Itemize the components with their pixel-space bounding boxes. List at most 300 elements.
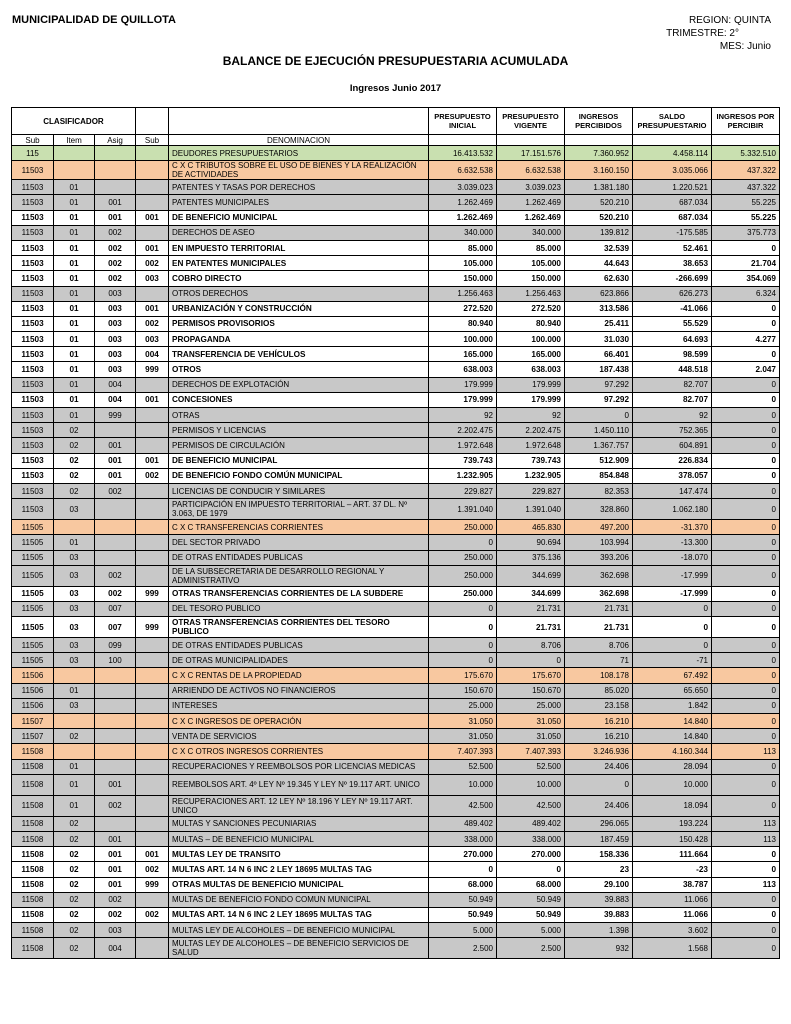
denominacion-cell: LICENCIAS DE CONDUCIR Y SIMILARES <box>169 483 429 498</box>
item-cell: 02 <box>54 438 95 453</box>
item-cell: 02 <box>54 453 95 468</box>
item-cell: 01 <box>54 210 95 225</box>
denominacion-cell: EN IMPUESTO TERRITORIAL <box>169 240 429 255</box>
saldo-presupuestario-cell: 4.160.344 <box>633 744 712 759</box>
sub-cell: 11508 <box>12 877 54 892</box>
table-row <box>12 210 780 225</box>
denominacion-cell: C X C TRIBUTOS SOBRE EL USO DE BIENES Y LA REALIZACIÓN DE ACTIVIDADES <box>169 161 429 180</box>
presupuesto-inicial-cell: 1.232.905 <box>429 468 497 483</box>
sub2-cell <box>136 520 169 535</box>
presupuesto-vigente-cell: 17.151.576 <box>497 146 565 161</box>
presupuesto-inicial-cell: 100.000 <box>429 332 497 347</box>
table-row <box>12 408 780 423</box>
presupuesto-inicial-cell: 68.000 <box>429 877 497 892</box>
sub-cell: 11507 <box>12 714 54 729</box>
item-cell: 02 <box>54 468 95 483</box>
ingresos-por-percibir-cell: 0 <box>712 638 780 653</box>
denominacion-cell: PATENTES MUNICIPALES <box>169 195 429 210</box>
sub2-cell <box>136 938 169 959</box>
denominacion-cell: PARTICIPACIÓN EN IMPUESTO TERRITORIAL – ART. 37 DL. Nº 3.063, DE 1979 <box>169 499 429 520</box>
sub-cell: 11508 <box>12 847 54 862</box>
sub-cell: 11503 <box>12 483 54 498</box>
sub2-cell <box>136 408 169 423</box>
table-row <box>12 377 780 392</box>
denominacion-cell: OTRAS TRANSFERENCIAS CORRIENTES DEL TESORO PUBLICO <box>169 617 429 638</box>
period-info <box>666 14 771 53</box>
ingresos-percibidos-cell: 497.200 <box>565 520 633 535</box>
denominacion-cell: MULTAS ART. 14 N 6 INC 2 LEY 18695 MULTAS TAG <box>169 907 429 922</box>
ingresos-percibidos-cell: 39.883 <box>565 907 633 922</box>
table-row <box>12 225 780 240</box>
item-cell: 02 <box>54 923 95 938</box>
sub-cell: 11503 <box>12 362 54 377</box>
table-row <box>12 453 780 468</box>
table-row <box>12 271 780 286</box>
asig-cell: 002 <box>95 225 136 240</box>
ingresos-percibidos-cell: 103.994 <box>565 535 633 550</box>
presupuesto-inicial-cell: 250.000 <box>429 586 497 601</box>
asig-cell: 001 <box>95 831 136 846</box>
asig-cell: 003 <box>95 332 136 347</box>
sub2-cell <box>136 180 169 195</box>
denominacion-cell: OTRAS MULTAS DE BENEFICIO MUNICIPAL <box>169 877 429 892</box>
sub-cell: 11503 <box>12 408 54 423</box>
sub2-cell <box>136 483 169 498</box>
ingresos-percibidos-cell: 362.698 <box>565 586 633 601</box>
sub-cell: 11503 <box>12 225 54 240</box>
presupuesto-vigente-cell: 21.731 <box>497 617 565 638</box>
asig-cell: 002 <box>95 565 136 586</box>
ingresos-percibidos-cell: 25.411 <box>565 316 633 331</box>
sub-cell: 11503 <box>12 161 54 180</box>
blank-cell <box>565 135 633 146</box>
ingresos-por-percibir-cell: 0 <box>712 453 780 468</box>
saldo-presupuestario-cell: 38.653 <box>633 256 712 271</box>
sub-cell: 11503 <box>12 210 54 225</box>
presupuesto-vigente-cell: 31.050 <box>497 729 565 744</box>
saldo-presupuestario-cell: 687.034 <box>633 210 712 225</box>
denominacion-cell: DE OTRAS MUNICIPALIDADES <box>169 653 429 668</box>
presupuesto-inicial-cell: 0 <box>429 862 497 877</box>
ingresos-por-percibir-cell: 0 <box>712 408 780 423</box>
table-row <box>12 892 780 907</box>
presupuesto-inicial-cell: 42.500 <box>429 795 497 816</box>
trimestre-label: TRIMESTRE: 2° <box>666 28 739 39</box>
presupuesto-vigente-cell: 1.391.040 <box>497 499 565 520</box>
presupuesto-vigente-cell: 638.003 <box>497 362 565 377</box>
denominacion-cell: DE BENEFICIO MUNICIPAL <box>169 453 429 468</box>
ingresos-por-percibir-cell: 0 <box>712 653 780 668</box>
denominacion-cell: DERECHOS DE ASEO <box>169 225 429 240</box>
saldo-presupuestario-cell: 1.842 <box>633 698 712 713</box>
denominacion-cell: DERECHOS DE EXPLOTACIÓN <box>169 377 429 392</box>
sub2-cell <box>136 423 169 438</box>
ingresos-percibidos-cell: 16.210 <box>565 729 633 744</box>
sub-cell: 11503 <box>12 499 54 520</box>
saldo-presupuestario-cell: 82.707 <box>633 392 712 407</box>
ingresos-por-percibir-cell: 0 <box>712 795 780 816</box>
sub-cell: 11508 <box>12 831 54 846</box>
presupuesto-inicial-cell: 1.262.469 <box>429 210 497 225</box>
saldo-presupuestario-cell: -266.699 <box>633 271 712 286</box>
item-cell: 03 <box>54 565 95 586</box>
denominacion-cell: DE LA SUBSECRETARIA DE DESARROLLO REGIONAL Y ADMINISTRATIVO <box>169 565 429 586</box>
presupuesto-vigente-cell: 344.699 <box>497 565 565 586</box>
denominacion-cell: REEMBOLSOS ART. 4º LEY Nº 19.345 Y LEY Nº 19.117 ART. UNICO <box>169 774 429 795</box>
item-cell: 01 <box>54 256 95 271</box>
presupuesto-inicial-cell: 638.003 <box>429 362 497 377</box>
item-header: Item <box>54 135 95 146</box>
ingresos-percibidos-cell: 24.406 <box>565 759 633 774</box>
saldo-presupuestario-cell: 752.365 <box>633 423 712 438</box>
presupuesto-inicial-cell: 250.000 <box>429 520 497 535</box>
denominacion-header: DENOMINACION <box>169 135 429 146</box>
ingresos-por-percibir-cell: 0 <box>712 550 780 565</box>
sub-cell: 11508 <box>12 907 54 922</box>
sub-cell: 11505 <box>12 565 54 586</box>
ingresos-por-percibir-cell: 437.322 <box>712 161 780 180</box>
sub-cell: 11506 <box>12 668 54 683</box>
item-cell: 01 <box>54 301 95 316</box>
ingresos-por-percibir-cell: 0 <box>712 862 780 877</box>
presupuesto-inicial-cell: 92 <box>429 408 497 423</box>
ingresos-percibidos-cell: 187.459 <box>565 831 633 846</box>
asig-cell <box>95 714 136 729</box>
ingresos-por-percibir-cell: 0 <box>712 240 780 255</box>
denominacion-cell: VENTA DE SERVICIOS <box>169 729 429 744</box>
ingresos-por-percibir-cell: 0 <box>712 520 780 535</box>
sub2-cell <box>136 892 169 907</box>
ingresos-por-percibir-cell: 113 <box>712 816 780 831</box>
sub2-cell: 999 <box>136 586 169 601</box>
denominacion-cell: DEL SECTOR PRIVADO <box>169 535 429 550</box>
ingresos-percibidos-cell: 16.210 <box>565 714 633 729</box>
presupuesto-vigente-cell: 10.000 <box>497 774 565 795</box>
sub2-cell <box>136 795 169 816</box>
sub2-cell: 002 <box>136 907 169 922</box>
denominacion-cell: MULTAS ART. 14 N 6 INC 2 LEY 18695 MULTAS TAG <box>169 862 429 877</box>
item-cell: 03 <box>54 550 95 565</box>
ingresos-percibidos-cell: 44.643 <box>565 256 633 271</box>
denominacion-cell: PROPAGANDA <box>169 332 429 347</box>
table-row <box>12 816 780 831</box>
ingresos-por-percibir-cell: 0 <box>712 301 780 316</box>
sub2-cell <box>136 774 169 795</box>
ingresos-percibidos-cell: 71 <box>565 653 633 668</box>
ingresos-percibidos-cell: 23.158 <box>565 698 633 713</box>
item-cell: 01 <box>54 347 95 362</box>
blank-cell <box>633 135 712 146</box>
ingresos-percibidos-cell: 32.539 <box>565 240 633 255</box>
asig-cell <box>95 161 136 180</box>
asig-cell: 004 <box>95 938 136 959</box>
ingresos-percibidos-cell: 8.706 <box>565 638 633 653</box>
table-row <box>12 180 780 195</box>
saldo-presupuestario-cell: 64.693 <box>633 332 712 347</box>
asig-cell <box>95 816 136 831</box>
item-cell: 01 <box>54 362 95 377</box>
saldo-presupuestario-cell: 3.035.066 <box>633 161 712 180</box>
presupuesto-inicial-cell: 739.743 <box>429 453 497 468</box>
item-cell: 01 <box>54 683 95 698</box>
table-row <box>12 795 780 816</box>
presupuesto-inicial-cell: 150.670 <box>429 683 497 698</box>
sub2-cell: 002 <box>136 862 169 877</box>
ingresos-por-percibir-cell: 0 <box>712 774 780 795</box>
table-row <box>12 146 780 161</box>
presupuesto-vigente-cell: 80.940 <box>497 316 565 331</box>
saldo-presupuestario-cell: -13.300 <box>633 535 712 550</box>
ingresos-por-percibir-cell: 0 <box>712 923 780 938</box>
ingresos-percibidos-cell: 97.292 <box>565 392 633 407</box>
presupuesto-inicial-cell: 179.999 <box>429 377 497 392</box>
presupuesto-vigente-cell: 68.000 <box>497 877 565 892</box>
sub2-cell: 001 <box>136 392 169 407</box>
ingresos-por-percibir-cell: 0 <box>712 892 780 907</box>
saldo-presupuestario-cell: 0 <box>633 601 712 616</box>
sub-cell: 11508 <box>12 774 54 795</box>
ingresos-por-percibir-cell: 0 <box>712 668 780 683</box>
asig-cell: 003 <box>95 362 136 377</box>
table-row <box>12 938 780 959</box>
ingresos-por-percibir-cell: 0 <box>712 847 780 862</box>
saldo-presupuestario-cell: 0 <box>633 638 712 653</box>
ingresos-por-percibir-cell: 0 <box>712 535 780 550</box>
saldo-presupuestario-cell: -17.999 <box>633 565 712 586</box>
sub-header: Sub <box>12 135 54 146</box>
denominacion-cell: OTROS DERECHOS <box>169 286 429 301</box>
item-cell: 02 <box>54 816 95 831</box>
presupuesto-vigente-cell: 270.000 <box>497 847 565 862</box>
sub2-cell: 001 <box>136 847 169 862</box>
ingresos-percibidos-cell: 21.731 <box>565 617 633 638</box>
denominacion-cell: TRANSFERENCIA DE VEHÍCULOS <box>169 347 429 362</box>
sub2-cell <box>136 438 169 453</box>
ingresos-por-percibir-cell: 2.047 <box>712 362 780 377</box>
item-cell: 01 <box>54 195 95 210</box>
asig-cell: 001 <box>95 877 136 892</box>
presupuesto-inicial-cell: 1.256.463 <box>429 286 497 301</box>
presupuesto-inicial-cell: 1.391.040 <box>429 499 497 520</box>
asig-cell: 100 <box>95 653 136 668</box>
presupuesto-inicial-cell: 16.413.532 <box>429 146 497 161</box>
sub-cell: 11503 <box>12 286 54 301</box>
presupuesto-inicial-cell: 52.500 <box>429 759 497 774</box>
table-row <box>12 847 780 862</box>
ingresos-percibidos-cell: 520.210 <box>565 195 633 210</box>
sub-cell: 11503 <box>12 392 54 407</box>
presupuesto-inicial-header: PRESUPUESTO INICIAL <box>429 108 497 135</box>
presupuesto-inicial-cell: 340.000 <box>429 225 497 240</box>
document-title: BALANCE DE EJECUCIÓN PRESUPUESTARIA ACUMULADA <box>222 54 569 68</box>
asig-cell: 001 <box>95 774 136 795</box>
ingresos-percibidos-cell: 328.860 <box>565 499 633 520</box>
sub2-cell <box>136 565 169 586</box>
sub-cell: 11505 <box>12 601 54 616</box>
ingresos-percibidos-cell: 24.406 <box>565 795 633 816</box>
presupuesto-vigente-cell: 92 <box>497 408 565 423</box>
saldo-presupuestario-cell: 1.568 <box>633 938 712 959</box>
sub-cell: 11508 <box>12 759 54 774</box>
sub-cell: 11508 <box>12 795 54 816</box>
saldo-presupuestario-cell: 626.273 <box>633 286 712 301</box>
presupuesto-inicial-cell: 85.000 <box>429 240 497 255</box>
item-cell: 01 <box>54 271 95 286</box>
sub-cell: 11508 <box>12 938 54 959</box>
ingresos-por-percibir-cell: 21.704 <box>712 256 780 271</box>
item-cell: 02 <box>54 729 95 744</box>
table-row <box>12 729 780 744</box>
saldo-presupuestario-cell: 0 <box>633 617 712 638</box>
blank-cell <box>497 135 565 146</box>
table-row <box>12 550 780 565</box>
presupuesto-inicial-cell: 7.407.393 <box>429 744 497 759</box>
saldo-presupuestario-cell: 3.602 <box>633 923 712 938</box>
table-row <box>12 617 780 638</box>
presupuesto-vigente-cell: 85.000 <box>497 240 565 255</box>
ingresos-por-percibir-cell: 375.773 <box>712 225 780 240</box>
ingresos-percibidos-cell: 393.206 <box>565 550 633 565</box>
saldo-presupuestario-cell: 28.094 <box>633 759 712 774</box>
sub2-cell <box>136 714 169 729</box>
sub2-cell <box>136 759 169 774</box>
presupuesto-inicial-cell: 0 <box>429 601 497 616</box>
denominacion-cell: COBRO DIRECTO <box>169 271 429 286</box>
sub2-cell: 999 <box>136 617 169 638</box>
sub-cell: 11503 <box>12 180 54 195</box>
ingresos-percibidos-cell: 108.178 <box>565 668 633 683</box>
sub-cell: 11505 <box>12 638 54 653</box>
table-row <box>12 256 780 271</box>
ingresos-percibidos-cell: 97.292 <box>565 377 633 392</box>
saldo-presupuestario-cell: 18.094 <box>633 795 712 816</box>
sub2-header: Sub <box>136 135 169 146</box>
presupuesto-inicial-cell: 5.000 <box>429 923 497 938</box>
presupuesto-vigente-cell: 105.000 <box>497 256 565 271</box>
presupuesto-vigente-cell: 229.827 <box>497 483 565 498</box>
ingresos-percibidos-cell: 313.586 <box>565 301 633 316</box>
saldo-presupuestario-cell: -18.070 <box>633 550 712 565</box>
saldo-presupuestario-cell: 4.458.114 <box>633 146 712 161</box>
asig-cell <box>95 759 136 774</box>
ingresos-percibidos-cell: 82.353 <box>565 483 633 498</box>
blank-header <box>169 108 429 135</box>
sub2-cell <box>136 377 169 392</box>
ingresos-percibidos-cell: 0 <box>565 774 633 795</box>
ingresos-por-percibir-cell: 0 <box>712 938 780 959</box>
denominacion-cell: DE BENEFICIO MUNICIPAL <box>169 210 429 225</box>
ingresos-por-percibir-cell: 354.069 <box>712 271 780 286</box>
saldo-presupuestario-cell: 378.057 <box>633 468 712 483</box>
presupuesto-vigente-header: PRESUPUESTO VIGENTE <box>497 108 565 135</box>
ingresos-por-percibir-cell: 113 <box>712 744 780 759</box>
presupuesto-vigente-cell: 6.632.538 <box>497 161 565 180</box>
sub2-cell <box>136 653 169 668</box>
blank-cell <box>429 135 497 146</box>
presupuesto-vigente-cell: 31.050 <box>497 714 565 729</box>
asig-cell: 001 <box>95 438 136 453</box>
item-cell: 01 <box>54 408 95 423</box>
presupuesto-inicial-cell: 50.949 <box>429 892 497 907</box>
ingresos-percibidos-cell: 31.030 <box>565 332 633 347</box>
saldo-presupuestario-cell: 150.428 <box>633 831 712 846</box>
asig-cell <box>95 520 136 535</box>
sub2-cell: 002 <box>136 468 169 483</box>
denominacion-cell: DE OTRAS ENTIDADES PUBLICAS <box>169 638 429 653</box>
asig-cell: 001 <box>95 847 136 862</box>
sub-cell: 11508 <box>12 923 54 938</box>
asig-cell: 002 <box>95 795 136 816</box>
sub2-cell <box>136 601 169 616</box>
sub2-cell <box>136 146 169 161</box>
presupuesto-inicial-cell: 175.670 <box>429 668 497 683</box>
item-cell: 03 <box>54 586 95 601</box>
asig-cell: 004 <box>95 377 136 392</box>
ingresos-por-percibir-cell: 0 <box>712 907 780 922</box>
item-cell: 01 <box>54 316 95 331</box>
ingresos-percibidos-cell: 1.367.757 <box>565 438 633 453</box>
ingresos-percibidos-cell: 3.160.150 <box>565 161 633 180</box>
presupuesto-inicial-cell: 31.050 <box>429 729 497 744</box>
asig-cell: 004 <box>95 392 136 407</box>
sub-cell: 11505 <box>12 586 54 601</box>
presupuesto-vigente-cell: 739.743 <box>497 453 565 468</box>
item-cell: 02 <box>54 862 95 877</box>
sub2-cell: 999 <box>136 877 169 892</box>
ingresos-percibidos-cell: 362.698 <box>565 565 633 586</box>
sub2-cell <box>136 668 169 683</box>
item-cell: 02 <box>54 877 95 892</box>
table-row <box>12 520 780 535</box>
ingresos-percibidos-cell: 66.401 <box>565 347 633 362</box>
sub2-cell: 999 <box>136 362 169 377</box>
presupuesto-vigente-cell: 179.999 <box>497 377 565 392</box>
sub-cell: 11508 <box>12 862 54 877</box>
sub-cell: 11503 <box>12 453 54 468</box>
denominacion-cell: C X C RENTAS DE LA PROPIEDAD <box>169 668 429 683</box>
asig-cell <box>95 744 136 759</box>
asig-cell: 002 <box>95 586 136 601</box>
presupuesto-vigente-cell: 42.500 <box>497 795 565 816</box>
sub2-cell: 004 <box>136 347 169 362</box>
sub-cell: 11505 <box>12 550 54 565</box>
presupuesto-vigente-cell: 150.000 <box>497 271 565 286</box>
ingresos-por-percibir-cell: 0 <box>712 499 780 520</box>
table-row <box>12 714 780 729</box>
table-row <box>12 332 780 347</box>
ingresos-por-percibir-cell: 0 <box>712 438 780 453</box>
saldo-presupuestario-cell: 10.000 <box>633 774 712 795</box>
presupuesto-vigente-cell: 5.000 <box>497 923 565 938</box>
sub-cell: 11508 <box>12 744 54 759</box>
presupuesto-inicial-cell: 2.500 <box>429 938 497 959</box>
presupuesto-inicial-cell: 1.262.469 <box>429 195 497 210</box>
presupuesto-inicial-cell: 229.827 <box>429 483 497 498</box>
presupuesto-vigente-cell: 7.407.393 <box>497 744 565 759</box>
ingresos-percibidos-cell: 23 <box>565 862 633 877</box>
presupuesto-vigente-cell: 2.202.475 <box>497 423 565 438</box>
denominacion-cell: PERMISOS DE CIRCULACIÓN <box>169 438 429 453</box>
ingresos-por-percibir-header: INGRESOS POR PERCIBIR <box>712 108 780 135</box>
saldo-presupuestario-cell: -41.066 <box>633 301 712 316</box>
denominacion-cell: MULTAS DE BENEFICIO FONDO COMUN MUNICIPAL <box>169 892 429 907</box>
asig-cell: 002 <box>95 907 136 922</box>
denominacion-cell: CONCESIONES <box>169 392 429 407</box>
item-cell: 01 <box>54 225 95 240</box>
sub2-cell: 003 <box>136 332 169 347</box>
table-row <box>12 774 780 795</box>
table-row <box>12 483 780 498</box>
